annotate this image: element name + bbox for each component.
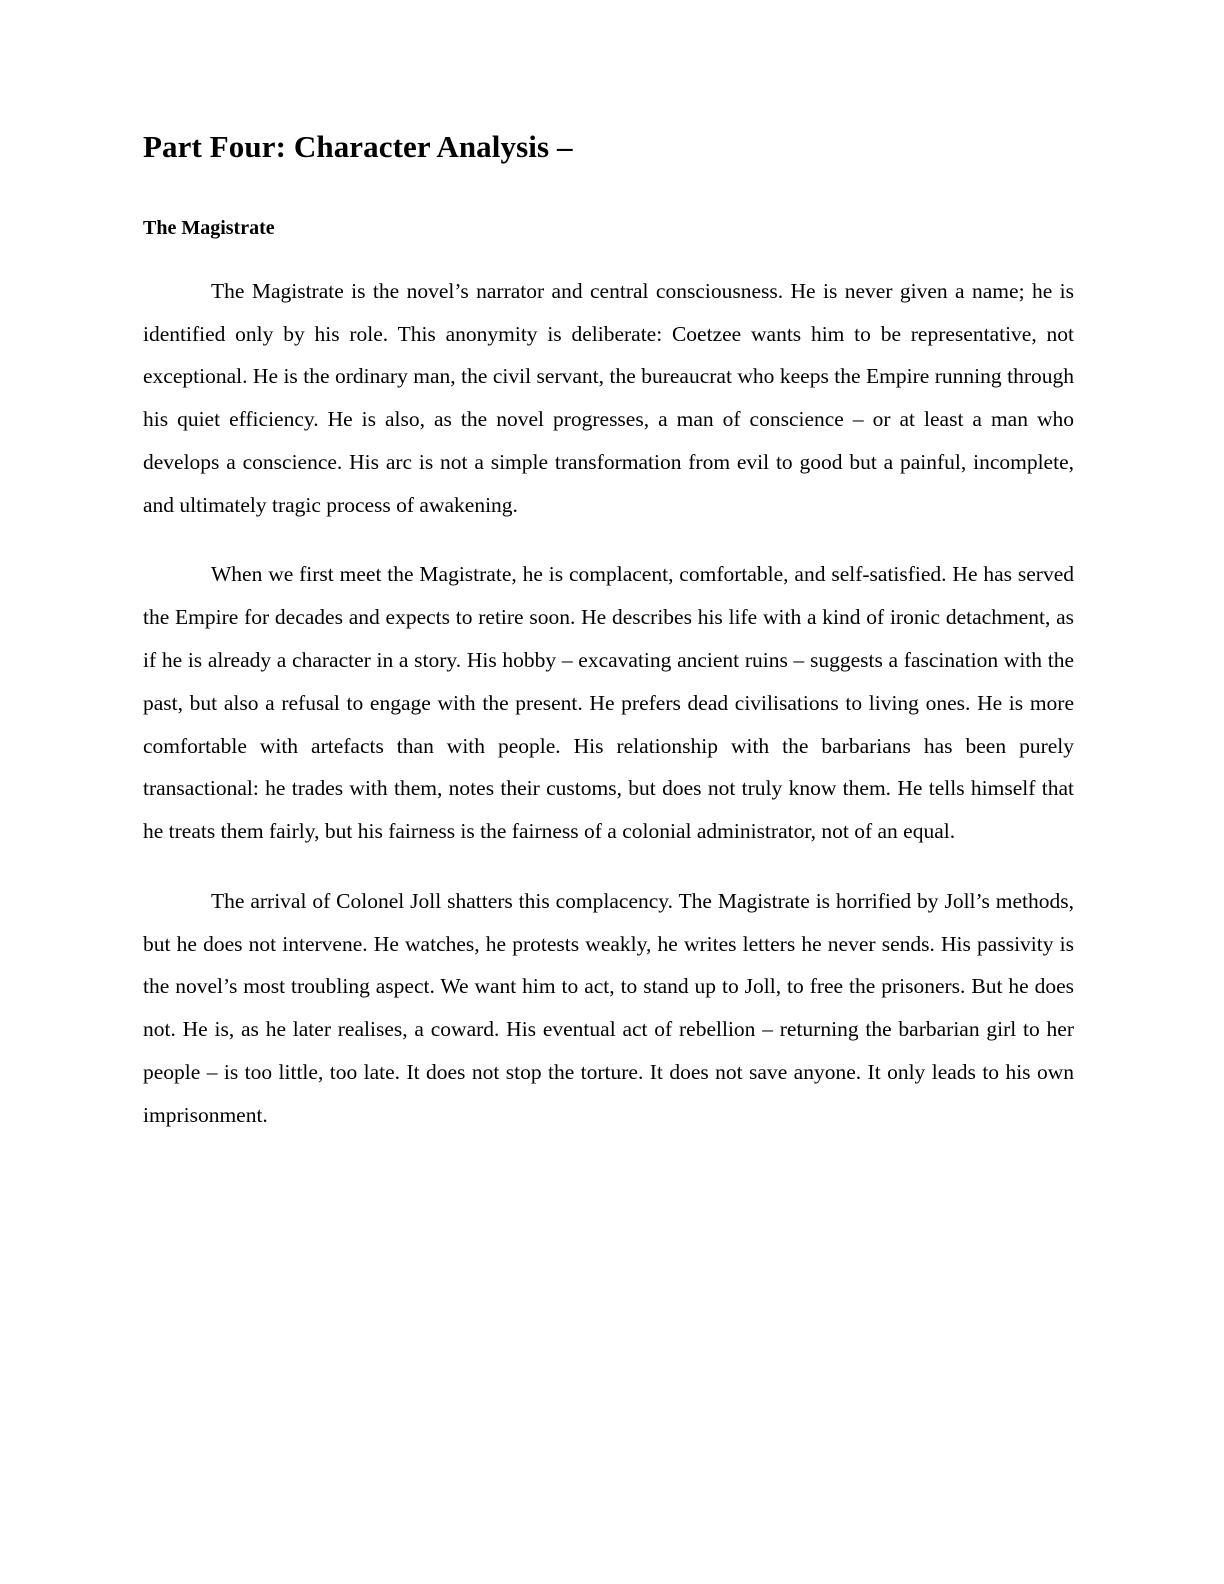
body-paragraph: When we first meet the Magistrate, he is complacent, comfortable, and self-satisfied. He has served the Empire for decades and expects to retire soon. He describes his life with a kind of ironic detachment, as if he is already a character in a story. His hobby – excavating ancient ruins – suggests a fascination with the past, but also a refusal to engage with the present. He prefers dead civilisations to living ones. He is more comfortable with artefacts than with people. His relationship with the barbarians has been purely transactional: he trades with them, notes their customs, but does not truly know them. He tells himself that he treats them fairly, but his fairness is the fairness of a colonial administrator, not of an equal.: [143, 562, 1074, 844]
section-heading-the-magistrate: The Magistrate: [143, 216, 275, 239]
body-paragraph: The Magistrate is the novel’s narrator and central consciousness. He is never given a name; he is identified only by his role. This anonymity is deliberate: Coetzee wants him to be representative, not exceptional. He is the ordinary man, the civil servant, the bureaucrat who keeps the Empire running through his quiet efficiency. He is also, as the novel progresses, a man of conscience – or at least a man who develops a conscience. His arc is not a simple transformation from evil to good but a painful, incomplete, and ultimately tragic process of awakening.: [143, 278, 1074, 517]
body-paragraph: The arrival of Colonel Joll shatters this complacency. The Magistrate is horrified by Joll’s methods, but he does not intervene. He watches, he protests weakly, he writes letters he never sends. His passivity is the novel’s most troubling aspect. We want him to act, to stand up to Joll, to free the prisoners. But he does not. He is, as he later realises, a coward. His eventual act of rebellion – returning the barbarian girl to her people – is too little, too late. It does not stop the torture. It does not save anyone. It only leads to his own imprisonment.: [143, 888, 1074, 1127]
page-title: Part Four: Character Analysis –: [143, 129, 573, 164]
